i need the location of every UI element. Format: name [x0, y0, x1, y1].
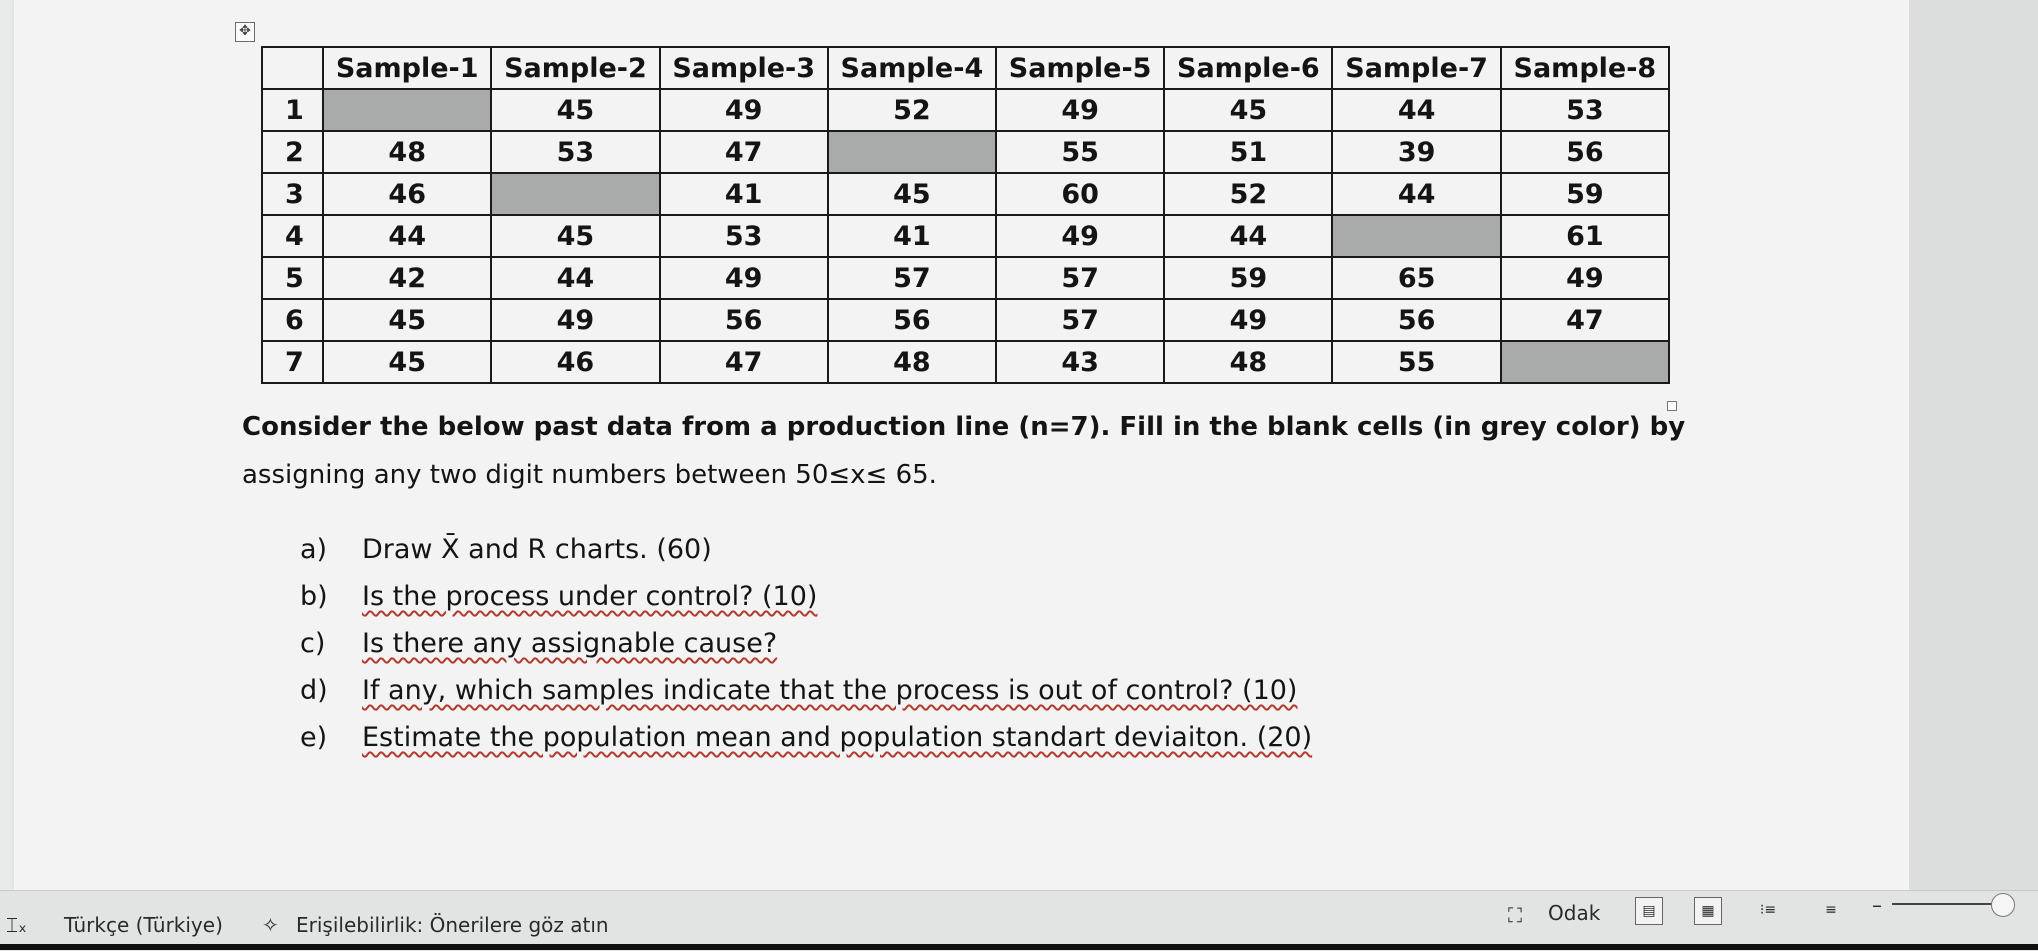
zoom-out-icon[interactable]: –: [1872, 893, 1882, 917]
column-header: Sample-1: [323, 47, 491, 89]
table-cell[interactable]: 55: [1332, 341, 1500, 383]
table-cell[interactable]: 56: [1501, 131, 1669, 173]
table-cell[interactable]: 45: [491, 215, 659, 257]
table-cell[interactable]: 52: [1164, 173, 1332, 215]
table-cell[interactable]: 44: [1164, 215, 1332, 257]
blank-grey-cell[interactable]: [491, 173, 659, 215]
web-layout-icon[interactable]: ⁝≡: [1759, 902, 1777, 918]
table-cell[interactable]: 61: [1501, 215, 1669, 257]
table-cell[interactable]: 56: [828, 299, 996, 341]
table-cell[interactable]: 48: [1164, 341, 1332, 383]
column-header: Sample-2: [491, 47, 659, 89]
column-header: Sample-7: [1332, 47, 1500, 89]
question-text: Is there any assignable cause?: [362, 628, 778, 659]
table-cell[interactable]: 56: [1332, 299, 1500, 341]
focus-icon[interactable]: ⛶: [1508, 903, 1522, 927]
table-cell[interactable]: 41: [660, 173, 828, 215]
table-cell[interactable]: 49: [996, 215, 1164, 257]
table-move-handle-icon[interactable]: ✥: [235, 22, 255, 42]
row-number-cell[interactable]: 3: [262, 173, 323, 215]
table-cell[interactable]: 45: [828, 173, 996, 215]
question-a: [300, 534, 712, 565]
question-c: [300, 628, 777, 659]
table-cell[interactable]: 49: [660, 89, 828, 131]
column-header: Sample-4: [828, 47, 996, 89]
question-letter: b): [300, 581, 328, 612]
blank-grey-cell[interactable]: [323, 89, 491, 131]
table-row: [262, 341, 1669, 383]
header-corner-cell: [262, 47, 323, 89]
table-cell[interactable]: 49: [1501, 257, 1669, 299]
zoom-slider-track[interactable]: [1892, 903, 2002, 905]
table-cell[interactable]: 60: [996, 173, 1164, 215]
table-cell[interactable]: 57: [996, 257, 1164, 299]
table-cell[interactable]: 39: [1332, 131, 1500, 173]
table-cell[interactable]: 47: [660, 131, 828, 173]
question-letter: e): [300, 722, 328, 753]
question-letter: d): [300, 675, 328, 706]
table-cell[interactable]: 43: [996, 341, 1164, 383]
table-cell[interactable]: 57: [828, 257, 996, 299]
outline-icon[interactable]: ≡: [1825, 902, 1837, 918]
row-number-cell[interactable]: 5: [262, 257, 323, 299]
question-text: If any, which samples indicate that the process is out of control? (10): [362, 675, 1298, 706]
print-layout-icon[interactable]: ▦: [1694, 897, 1722, 925]
column-header: Sample-5: [996, 47, 1164, 89]
table-cell[interactable]: 57: [996, 299, 1164, 341]
read-mode-icon[interactable]: ▤: [1635, 897, 1663, 925]
table-cell[interactable]: 45: [323, 299, 491, 341]
table-cell[interactable]: 47: [660, 341, 828, 383]
table-cell[interactable]: 65: [1332, 257, 1500, 299]
question-e: [300, 722, 1312, 753]
question-letter: a): [300, 534, 328, 565]
table-row: [262, 257, 1669, 299]
instruction-line-2: assigning any two digit numbers between 50≤x≤ 65.: [242, 460, 937, 490]
table-cell[interactable]: 49: [660, 257, 828, 299]
table-cell[interactable]: 47: [1501, 299, 1669, 341]
column-header: Sample-6: [1164, 47, 1332, 89]
column-header: Sample-8: [1501, 47, 1669, 89]
table-cell[interactable]: 45: [323, 341, 491, 383]
sample-data-table[interactable]: [261, 46, 1670, 384]
table-cell[interactable]: 49: [996, 89, 1164, 131]
blank-grey-cell[interactable]: [1332, 215, 1500, 257]
row-number-cell[interactable]: 2: [262, 131, 323, 173]
question-text: Draw X̄ and R charts. (60): [362, 534, 712, 565]
table-cell[interactable]: 49: [491, 299, 659, 341]
table-cell[interactable]: 46: [491, 341, 659, 383]
table-cell[interactable]: 44: [323, 215, 491, 257]
table-cell[interactable]: 49: [1164, 299, 1332, 341]
focus-mode-button[interactable]: Odak: [1548, 901, 1601, 925]
instruction-line-1: Consider the below past data from a production line (n=7). Fill in the blank cells (in grey color) by: [242, 412, 1686, 442]
status-bar: [0, 890, 2038, 951]
question-text: Is the process under control? (10): [362, 581, 818, 612]
table-cell[interactable]: 59: [1164, 257, 1332, 299]
table-cell[interactable]: 46: [323, 173, 491, 215]
table-row: [262, 215, 1669, 257]
table-cell[interactable]: 48: [323, 131, 491, 173]
table-cell[interactable]: 53: [491, 131, 659, 173]
column-header: Sample-3: [660, 47, 828, 89]
table-cell[interactable]: 45: [1164, 89, 1332, 131]
question-d: [300, 675, 1297, 706]
screen-bezel: [0, 944, 2038, 950]
table-cell[interactable]: 55: [996, 131, 1164, 173]
table-header-row: [262, 47, 1669, 89]
proofing-icon[interactable]: ⌶ₓ: [6, 913, 27, 937]
table-cell[interactable]: 52: [828, 89, 996, 131]
table-cell[interactable]: 53: [660, 215, 828, 257]
accessibility-icon[interactable]: ✧: [262, 913, 279, 937]
table-row: [262, 131, 1669, 173]
table-resize-handle[interactable]: [1667, 401, 1677, 411]
row-number-cell[interactable]: 7: [262, 341, 323, 383]
question-letter: c): [300, 628, 326, 659]
table-cell[interactable]: 44: [1332, 89, 1500, 131]
table-cell[interactable]: 56: [660, 299, 828, 341]
question-text: Estimate the population mean and population standart deviaiton. (20): [362, 722, 1313, 753]
question-b: [300, 581, 817, 612]
table-cell[interactable]: 45: [491, 89, 659, 131]
accessibility-status[interactable]: Erişilebilirlik: Önerilere göz atın: [296, 913, 609, 937]
language-status[interactable]: Türkçe (Türkiye): [64, 913, 223, 937]
table-cell[interactable]: 48: [828, 341, 996, 383]
table-cell[interactable]: 41: [828, 215, 996, 257]
table-cell[interactable]: 53: [1501, 89, 1669, 131]
table-cell[interactable]: 51: [1164, 131, 1332, 173]
table-cell[interactable]: 59: [1501, 173, 1669, 215]
blank-grey-cell[interactable]: [828, 131, 996, 173]
table-cell[interactable]: 44: [491, 257, 659, 299]
row-number-cell[interactable]: 1: [262, 89, 323, 131]
table-row: [262, 173, 1669, 215]
table-cell[interactable]: 44: [1332, 173, 1500, 215]
table-row: [262, 299, 1669, 341]
table-row: [262, 89, 1669, 131]
row-number-cell[interactable]: 4: [262, 215, 323, 257]
blank-grey-cell[interactable]: [1501, 341, 1669, 383]
row-number-cell[interactable]: 6: [262, 299, 323, 341]
zoom-slider-thumb[interactable]: [1991, 893, 2015, 917]
window-edge: [1909, 0, 2038, 890]
table-cell[interactable]: 42: [323, 257, 491, 299]
